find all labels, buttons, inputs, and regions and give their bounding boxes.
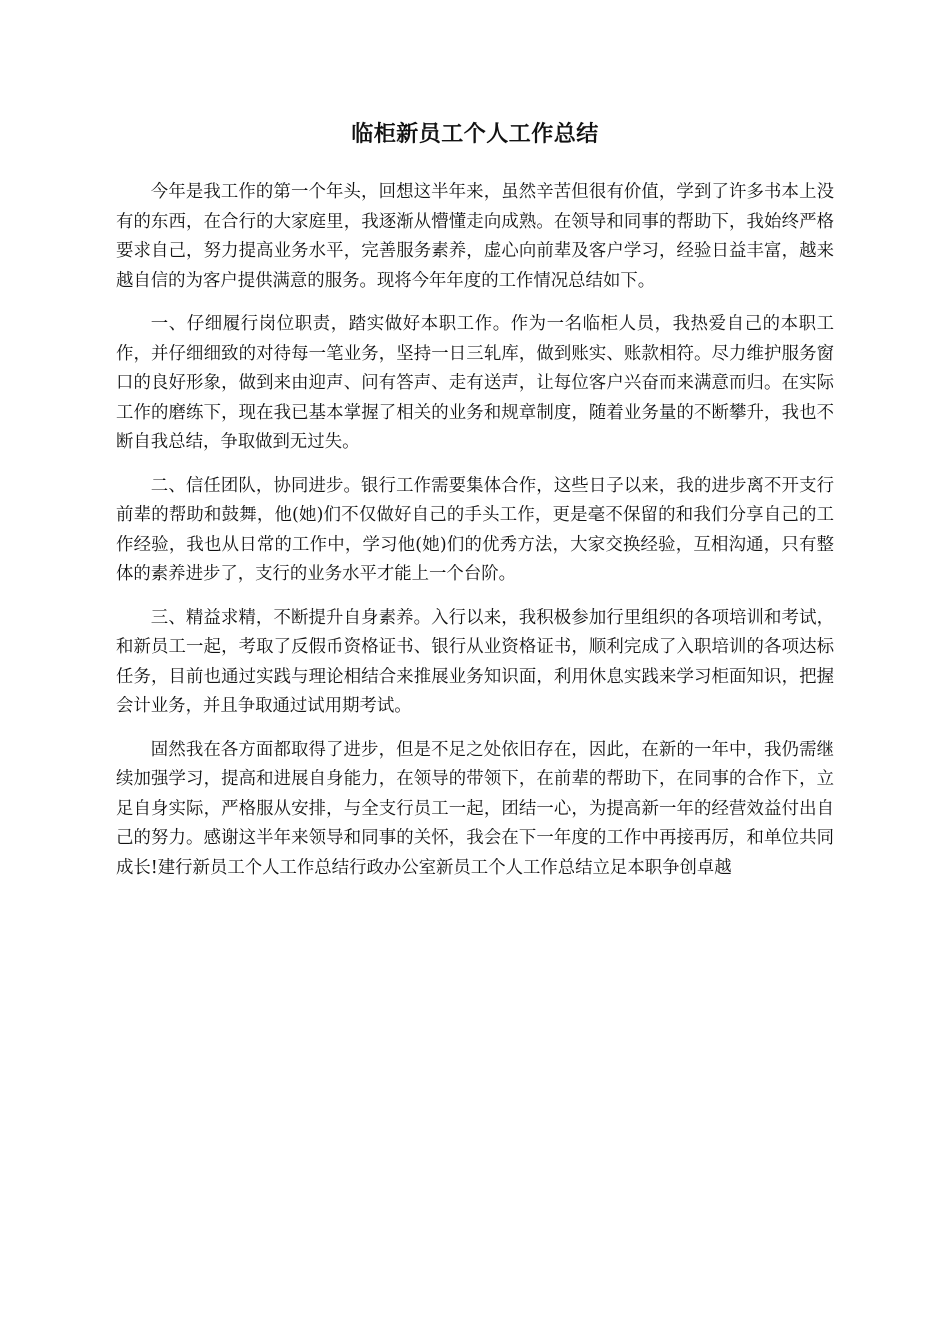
paragraph-intro: 今年是我工作的第一个年头，回想这半年来，虽然辛苦但很有价值，学到了许多书本上没有的东西，在合行的大家庭里，我逐渐从懵懂走向成熟。在领导和同事的帮助下，我始终严格要求自己，努力提高业务水平，完善服务素养，虚心向前辈及客户学习，经验日益丰富，越来越自信的为客户提供满意的服务。现将今年年度的工作情况总结如下。 bbox=[116, 182, 834, 291]
document-body bbox=[116, 178, 834, 883]
paragraph-conclusion: 固然我在各方面都取得了进步，但是不足之处依旧存在，因此，在新的一年中，我仍需继续加强学习，提高和进展自身能力，在领导的带领下，在前辈的帮助下，在同事的合作下，立足自身实际，严格服从安排，与全支行员工一起，团结一心，为提高新一年的经营效益付出自己的努力。感谢这半年来领导和同事的关怀，我会在下一年度的工作中再接再厉，和单位共同成长!建行新员工个人工作总结行政办公室新员工个人工作总结立足本职争创卓越 bbox=[116, 739, 834, 878]
document-title: 临柜新员工个人工作总结 bbox=[351, 121, 599, 147]
paragraph-section-one: 一、仔细履行岗位职责，踏实做好本职工作。作为一名临柜人员，我热爱自己的本职工作，并仔细细致的对待每一笔业务，坚持一日三轧库，做到账实、账款相符。尽力维护服务窗口的良好形象，做到来由迎声、问有答声、走有送声，让每位客户兴奋而来满意而归。在实际工作的磨练下，现在我已基本掌握了相关的业务和规章制度，随着业务量的不断攀升，我也不断自我总结，争取做到无过失。 bbox=[116, 314, 834, 452]
paragraph-section-three: 三、精益求精，不断提升自身素养。入行以来，我积极参加行里组织的各项培训和考试，和新员工一起，考取了反假币资格证书、银行从业资格证书，顺利完成了入职培训的各项达标任务，目前也通过实践与理论相结合来推展业务知识面，利用休息实践来学习柜面知识，把握会计业务，并且争取通过试用期考试。 bbox=[116, 607, 834, 716]
document-page bbox=[116, 0, 834, 897]
paragraph-section-two: 二、信任团队，协同进步。银行工作需要集体合作，这些日子以来，我的进步离不开支行前辈的帮助和鼓舞，他(她)们不仅做好自己的手头工作，更是毫不保留的和我们分享自己的工作经验，我也从日常的工作中，学习他(她)们的优秀方法，大家交换经验，互相沟通，只有整体的素养进步了，支行的业务水平才能上一个台阶。 bbox=[116, 475, 834, 584]
